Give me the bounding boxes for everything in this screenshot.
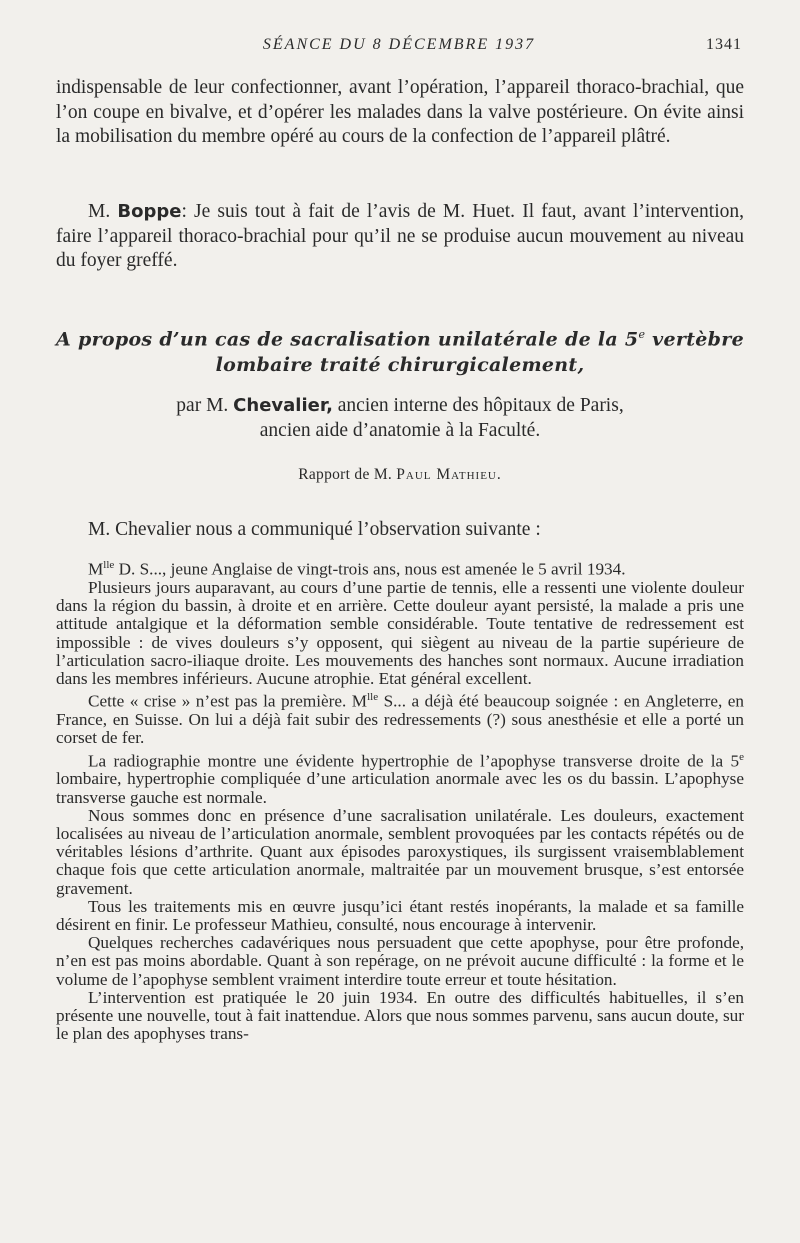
obs-paragraph: Tous les traitements mis en œuvre jusqu’ici étant restés inopérants, la malade et sa famille désirent en finir. Le professeur Mathieu, consulté, nous encourage à intervenir. bbox=[56, 896, 744, 935]
header-title: SÉANCE DU 8 DÉCEMBRE 1937 bbox=[262, 36, 536, 53]
obs-paragraph: Nous sommes donc en présence d’une sacralisation unilatérale. Les douleurs, exactement localisées au niveau de l’articulation anormale, semblent provoquées par les contacts répétés ou de véritables lésions d’arthrite. Quant aux épisodes paroxystiques, ils surgissent vraisemblablement chaque fois que cette articulation anormale, maltraitée par un mouvement brusque, s’est entorsée gravement. bbox=[56, 805, 744, 898]
page-number: 1341 bbox=[706, 36, 742, 53]
obs-paragraph: Quelques recherches cadavériques nous persuadent que cette apophyse, pour être profonde, n’en est pas moins abordable. Quant à son repérage, on ne prévoit aucune difficulté : la forme et le volume de l’apophyse semblent vraiment interdire toute erreur et toute hésitation. bbox=[56, 933, 744, 989]
running-header bbox=[56, 36, 742, 58]
reporter-name: Paul Mathieu. bbox=[396, 466, 502, 483]
paragraph-continuation bbox=[56, 76, 744, 150]
obs-paragraph: Plusieurs jours auparavant, au cours d’une partie de tennis, elle a ressenti une violente douleur dans la région du bassin, à droite et en arrière. Cette douleur ayant persisté, la malade a pris une attitude antalgique et la déformation semble considérable. Toute tentative de redressement est impossible : de vives douleurs s’y opposent, qui siègent au niveau de la partie supérieure de l’articulation sacro-iliaque droite. Les mouvements des hanches sont normaux. Aucune irradiation dans les membres inférieurs. Aucune atrophie. Etat général excellent. bbox=[56, 577, 744, 688]
article-title: A propos d’un cas de sacralisation unilatérale de la 5e vertèbre lombaire traité chirurgicalement, bbox=[56, 328, 744, 377]
intro-line: M. Chevalier nous a communiqué l’observation suivante : bbox=[88, 519, 541, 540]
report-line: Rapport de M. Paul Mathieu. bbox=[298, 466, 502, 483]
speaker-name: Boppe bbox=[117, 201, 182, 222]
author-name: Chevalier, bbox=[233, 395, 333, 416]
paragraph-text: : Je suis tout à fait de l’avis de M. Huet. Il faut, avant l’intervention, faire l’appareil thoraco-brachial pour qu’il ne se produise aucun mouvement au niveau du foyer greffé. bbox=[56, 201, 745, 271]
obs-paragraph: Cette « crise » n’est pas la première. $M^{lle}$ S... a déjà été beaucoup soignée : en Angleterre, en France, en Suisse. On lui a déjà fait subir des redressements (?) sous anesthésie et elle a porté un corset de fer. bbox=[56, 691, 744, 748]
speaker-prefix: M. bbox=[88, 201, 118, 222]
paragraph-text: indispensable de leur confectionner, avant l’opération, l’appareil thoraco-brachial, que l’on coupe en bivalve, et d’opérer les malades dans la valve postérieure. On évite ainsi la mobilisation du membre opéré au cours de la confection de l’appareil plâtré. bbox=[56, 77, 744, 147]
observation bbox=[56, 556, 744, 1043]
author-affiliation: ancien aide d’anatomie à la Faculté. bbox=[259, 420, 541, 441]
obs-paragraph: $M^{lle}$ D. S..., jeune Anglaise de vingt-trois ans, nous est amenée le 5 avril 1934. bbox=[88, 559, 626, 579]
obs-paragraph: L’intervention est pratiquée le 20 juin 1934. En outre des difficultés habituelles, il s’en présente une nouvelle, tout à fait inattendue. Alors que nous sommes parvenu, sans aucun doute, sur le plan des apophyses trans- bbox=[56, 987, 744, 1044]
byline: par M. Chevalier, ancien interne des hôpitaux de Paris, ancien aide d’anatomie à la Faculté. bbox=[56, 393, 744, 443]
paragraph-boppe bbox=[56, 200, 744, 274]
obs-paragraph: La radiographie montre une évidente hypertrophie de l’apophyse transverse droite de la 5e lombaire, hypertrophie compliquée d’une articulation anormale avec les os du bassin. L’apophyse transverse gauche est normale. bbox=[56, 750, 744, 807]
